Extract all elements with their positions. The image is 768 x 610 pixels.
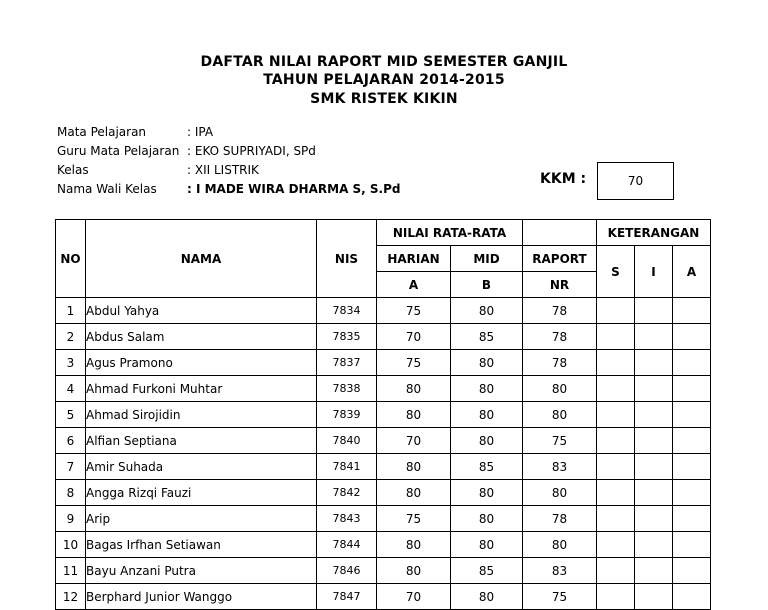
ket-s <box>597 532 635 558</box>
ket-s <box>597 558 635 584</box>
score-raport: 78 <box>523 298 597 324</box>
ket-s <box>597 506 635 532</box>
score-harian: 75 <box>377 350 451 376</box>
score-raport: 83 <box>523 454 597 480</box>
student-nis: 7843 <box>317 506 377 532</box>
col-harian-header: HARIAN <box>377 246 451 272</box>
ket-i <box>635 376 673 402</box>
ket-i <box>635 402 673 428</box>
ket-a <box>673 298 711 324</box>
score-harian: 75 <box>377 506 451 532</box>
score-harian: 70 <box>377 324 451 350</box>
ket-i <box>635 350 673 376</box>
student-nis: 7846 <box>317 558 377 584</box>
score-raport: 78 <box>523 350 597 376</box>
table-row <box>56 402 711 428</box>
score-raport: 80 <box>523 402 597 428</box>
row-no: 3 <box>56 350 86 376</box>
score-mid: 80 <box>451 376 523 402</box>
student-nis: 7844 <box>317 532 377 558</box>
ket-a <box>673 532 711 558</box>
col-no-header: NO <box>56 220 86 298</box>
mapel-label: Mata Pelajaran <box>57 125 147 139</box>
academic-year: TAHUN PELAJARAN 2014-2015 <box>263 72 505 88</box>
score-mid: 80 <box>451 584 523 610</box>
school-name: SMK RISTEK KIKIN <box>310 91 458 107</box>
score-mid: 80 <box>451 480 523 506</box>
student-name: Ahmad Sirojidin <box>86 402 317 428</box>
ket-i <box>635 506 673 532</box>
ket-i <box>635 558 673 584</box>
score-harian: 70 <box>377 584 451 610</box>
table-row <box>56 558 711 584</box>
score-harian: 80 <box>377 376 451 402</box>
row-no: 6 <box>56 428 86 454</box>
ket-a <box>673 376 711 402</box>
student-nis: 7834 <box>317 298 377 324</box>
row-no: 11 <box>56 558 86 584</box>
table-row <box>56 298 711 324</box>
score-harian: 80 <box>377 454 451 480</box>
score-harian: 70 <box>377 428 451 454</box>
kkm-value: 70 <box>597 162 674 200</box>
ket-s <box>597 324 635 350</box>
student-name: Angga Rizqi Fauzi <box>86 480 317 506</box>
score-harian: 80 <box>377 558 451 584</box>
student-nis: 7840 <box>317 428 377 454</box>
score-raport: 78 <box>523 324 597 350</box>
score-harian: 75 <box>377 298 451 324</box>
col-i-header: I <box>635 246 673 298</box>
col-mid-header: MID <box>451 246 523 272</box>
nilai-group-header: NILAI RATA-RATA <box>377 220 523 246</box>
ket-s <box>597 584 635 610</box>
ket-s <box>597 454 635 480</box>
score-raport: 83 <box>523 558 597 584</box>
ket-s <box>597 428 635 454</box>
student-name: Bayu Anzani Putra <box>86 558 317 584</box>
kkm-label: KKM : <box>540 171 587 187</box>
col-s-header: S <box>597 246 635 298</box>
ket-a <box>673 506 711 532</box>
student-name: Agus Pramono <box>86 350 317 376</box>
score-raport: 75 <box>523 584 597 610</box>
table-row <box>56 454 711 480</box>
report-title: DAFTAR NILAI RAPORT MID SEMESTER GANJIL <box>200 54 568 70</box>
student-name: Berphard Junior Wanggo <box>86 584 317 610</box>
student-name: Arip <box>86 506 317 532</box>
score-mid: 80 <box>451 298 523 324</box>
score-mid: 85 <box>451 454 523 480</box>
score-raport: 80 <box>523 376 597 402</box>
col-nis-header: NIS <box>317 220 377 298</box>
student-name: Bagas Irfhan Setiawan <box>86 532 317 558</box>
kelas-label: Kelas <box>57 163 89 177</box>
wali-value: : I MADE WIRA DHARMA S, S.Pd <box>187 182 401 196</box>
ket-i <box>635 428 673 454</box>
table-row <box>56 376 711 402</box>
score-raport: 75 <box>523 428 597 454</box>
sub-nr-header: NR <box>523 272 597 298</box>
ket-a <box>673 480 711 506</box>
col-raport-header: RAPORT <box>523 246 597 272</box>
ket-s <box>597 480 635 506</box>
row-no: 10 <box>56 532 86 558</box>
score-mid: 80 <box>451 506 523 532</box>
table-row <box>56 428 711 454</box>
student-nis: 7841 <box>317 454 377 480</box>
ket-i <box>635 480 673 506</box>
student-nis: 7839 <box>317 402 377 428</box>
row-no: 8 <box>56 480 86 506</box>
ket-s <box>597 298 635 324</box>
wali-label: Nama Wali Kelas <box>57 182 157 196</box>
student-nis: 7838 <box>317 376 377 402</box>
ket-i <box>635 298 673 324</box>
student-name: Alfian Septiana <box>86 428 317 454</box>
table-row <box>56 324 711 350</box>
student-nis: 7837 <box>317 350 377 376</box>
row-no: 7 <box>56 454 86 480</box>
table-row <box>56 584 711 610</box>
guru-label: Guru Mata Pelajaran <box>57 144 180 158</box>
ket-s <box>597 376 635 402</box>
grade-rows <box>56 298 711 610</box>
score-mid: 85 <box>451 558 523 584</box>
student-nis: 7842 <box>317 480 377 506</box>
ket-i <box>635 324 673 350</box>
score-harian: 80 <box>377 402 451 428</box>
sub-b-header: B <box>451 272 523 298</box>
kelas-value: : XII LISTRIK <box>187 163 259 177</box>
ket-s <box>597 350 635 376</box>
student-name: Amir Suhada <box>86 454 317 480</box>
score-mid: 80 <box>451 350 523 376</box>
ket-a <box>673 324 711 350</box>
ket-i <box>635 584 673 610</box>
row-no: 4 <box>56 376 86 402</box>
row-no: 5 <box>56 402 86 428</box>
ket-i <box>635 532 673 558</box>
col-a-header: A <box>673 246 711 298</box>
keterangan-group-header: KETERANGAN <box>597 220 711 246</box>
row-no: 12 <box>56 584 86 610</box>
ket-i <box>635 454 673 480</box>
ket-a <box>673 558 711 584</box>
score-raport: 80 <box>523 480 597 506</box>
score-raport: 78 <box>523 506 597 532</box>
table-row <box>56 506 711 532</box>
student-nis: 7835 <box>317 324 377 350</box>
ket-a <box>673 402 711 428</box>
guru-value: : EKO SUPRIYADI, SPd <box>187 144 316 158</box>
empty-header-cell <box>523 220 597 246</box>
table-row <box>56 350 711 376</box>
student-name: Abdus Salam <box>86 324 317 350</box>
score-harian: 80 <box>377 480 451 506</box>
grades-table <box>55 219 711 610</box>
ket-a <box>673 454 711 480</box>
sub-a-header: A <box>377 272 451 298</box>
score-mid: 80 <box>451 402 523 428</box>
student-nis: 7847 <box>317 584 377 610</box>
row-no: 1 <box>56 298 86 324</box>
row-no: 2 <box>56 324 86 350</box>
table-row <box>56 480 711 506</box>
score-harian: 80 <box>377 532 451 558</box>
score-mid: 85 <box>451 324 523 350</box>
ket-a <box>673 584 711 610</box>
score-mid: 80 <box>451 428 523 454</box>
score-mid: 80 <box>451 532 523 558</box>
student-name: Ahmad Furkoni Muhtar <box>86 376 317 402</box>
table-row <box>56 532 711 558</box>
score-raport: 80 <box>523 532 597 558</box>
col-nama-header: NAMA <box>86 220 317 298</box>
row-no: 9 <box>56 506 86 532</box>
ket-a <box>673 350 711 376</box>
student-name: Abdul Yahya <box>86 298 317 324</box>
ket-a <box>673 428 711 454</box>
ket-s <box>597 402 635 428</box>
mapel-value: : IPA <box>187 125 214 139</box>
